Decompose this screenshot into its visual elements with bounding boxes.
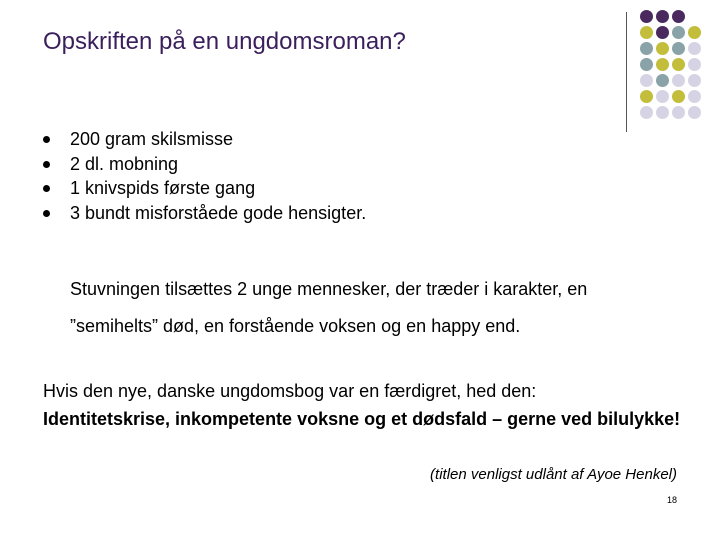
decorative-dot (672, 106, 685, 119)
paragraph-line: Stuvningen tilsættes 2 unge mennesker, der træder i karakter, en (70, 279, 588, 299)
decorative-dot (640, 10, 653, 23)
list-item (43, 127, 366, 152)
decorative-dot (656, 10, 669, 23)
bullet-icon (43, 185, 50, 192)
decorative-dot (688, 106, 701, 119)
stew-paragraph (70, 271, 670, 345)
decorative-dot (640, 26, 653, 39)
decorative-dot (672, 58, 685, 71)
decorative-dot (688, 58, 701, 71)
decorative-dot (688, 42, 701, 55)
decorative-dot (640, 42, 653, 55)
bullet-icon (43, 136, 50, 143)
decorative-dot (656, 90, 669, 103)
decorative-dot (688, 90, 701, 103)
bullet-icon (43, 161, 50, 168)
list-item (43, 152, 366, 177)
decorative-dot (656, 106, 669, 119)
decorative-dot (656, 74, 669, 87)
decorative-dot (672, 42, 685, 55)
decorative-dot (656, 58, 669, 71)
divider-line (626, 12, 627, 132)
decorative-dot (656, 26, 669, 39)
conclusion-paragraph (43, 377, 703, 433)
decorative-dot (688, 74, 701, 87)
list-item-text: 3 bundt misforståede gode hensigter. (70, 202, 367, 223)
decorative-dot (640, 74, 653, 87)
decorative-dot (640, 106, 653, 119)
decorative-dot-grid (640, 10, 720, 120)
decorative-dot (688, 26, 701, 39)
list-item (43, 176, 366, 201)
decorative-dot (672, 26, 685, 39)
paragraph-line: ”semihelts” død, en forstående voksen og en happy end. (70, 316, 521, 336)
page-number: 18 (666, 495, 677, 505)
decorative-dot (672, 74, 685, 87)
list-item (43, 201, 366, 226)
decorative-dot (656, 42, 669, 55)
decorative-dot (640, 58, 653, 71)
conclusion-bold: Identitetskrise, inkompetente voksne og et dødsfald – gerne ved bilulykke! (43, 409, 681, 429)
list-item-text: 200 gram skilsmisse (70, 129, 234, 149)
ingredient-list (43, 127, 366, 225)
credit-note: (titlen venligst udlånt af Ayoe Henkel) (430, 466, 677, 483)
decorative-dot (672, 90, 685, 103)
decorative-dot (672, 10, 685, 23)
decorative-dot (640, 90, 653, 103)
slide-title: Opskriften på en ungdomsroman? (43, 28, 406, 55)
list-item-text: 1 knivspids første gang (70, 178, 256, 198)
bullet-icon (43, 210, 50, 217)
conclusion-intro: Hvis den nye, danske ungdomsbog var en færdigret, hed den: (43, 381, 537, 401)
list-item-text: 2 dl. mobning (70, 153, 179, 174)
